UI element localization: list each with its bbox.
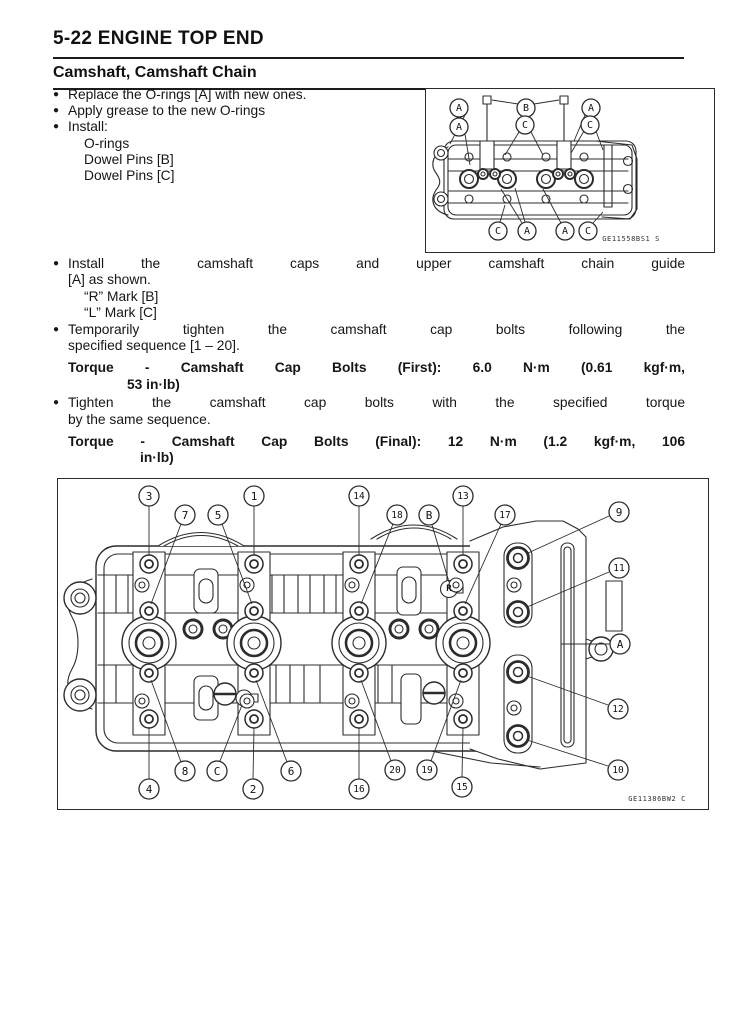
sub-item: Dowel Pins [C] xyxy=(84,168,175,184)
sub-item: “L” Mark [C] xyxy=(84,305,157,321)
bullet-icon: ● xyxy=(53,258,60,269)
step-line: [A] as shown. xyxy=(68,272,151,288)
callout-label: C xyxy=(584,226,592,237)
callout-label: A xyxy=(561,226,569,237)
callout-label: 11 xyxy=(613,563,625,574)
callout-label: C xyxy=(213,765,221,778)
callout-label: 17 xyxy=(499,510,511,521)
callout-label: 13 xyxy=(457,491,469,502)
torque-spec-first xyxy=(68,360,685,393)
step-line: Tighten the camshaft cap bolts with the specified torque xyxy=(68,395,685,411)
step-line: Install: xyxy=(68,119,108,135)
torque-line: Torque - Camshaft Cap Bolts (Final): 12 N·m (1.2 kgf·m, 106 xyxy=(68,434,685,450)
figure-orings-dowel-pins xyxy=(425,88,715,253)
instruction-list-main xyxy=(53,256,685,469)
callout-label: A xyxy=(455,103,463,114)
callout-label: 12 xyxy=(612,704,624,715)
callout-label: C xyxy=(494,226,502,237)
callout-label: 8 xyxy=(181,765,189,778)
callout-label: B xyxy=(425,509,433,522)
callout-label: 10 xyxy=(612,765,624,776)
step-text: Apply grease to the new O-rings xyxy=(68,103,266,119)
callout-label: B xyxy=(522,103,530,114)
list-item xyxy=(53,256,685,322)
torque-line: Torque - Camshaft Cap Bolts (First): 6.0 N·m (0.61 kgf·m, xyxy=(68,360,685,376)
bullet-icon: ● xyxy=(53,89,60,100)
bullet-icon: ● xyxy=(53,323,60,335)
step-text xyxy=(68,256,685,322)
callout-label: 14 xyxy=(353,491,365,502)
callout-label: C xyxy=(586,120,594,131)
callout-label: 20 xyxy=(389,765,401,776)
step-line: Temporarily tighten the camshaft cap bolts following the xyxy=(68,321,685,337)
r-mark-label: R xyxy=(446,584,452,594)
callout-label: C xyxy=(521,120,529,131)
step-line: Install the camshaft caps and upper camshaft chain guide xyxy=(68,256,685,271)
section-subtitle: Camshaft, Camshaft Chain xyxy=(53,64,257,81)
divider xyxy=(53,57,684,59)
callout-label: 7 xyxy=(181,509,189,522)
list-item xyxy=(53,119,425,184)
figure-cap-bolt-sequence xyxy=(57,478,709,810)
bullet-icon: ● xyxy=(53,397,60,409)
callout-label: 18 xyxy=(391,510,403,521)
list-item xyxy=(53,87,425,103)
step-text xyxy=(68,119,425,184)
callout-label: A xyxy=(587,103,595,114)
torque-line: in·lb) xyxy=(140,450,174,466)
figure-code: GE11386BW2 C xyxy=(628,795,686,803)
list-item xyxy=(53,322,685,355)
callout-label: 19 xyxy=(421,765,433,776)
callout-label: 15 xyxy=(456,782,468,793)
bullet-icon: ● xyxy=(53,105,60,117)
step-text: Replace the O-rings [A] with new ones. xyxy=(68,87,307,102)
step-line: by the same sequence. xyxy=(68,411,211,427)
bullet-icon: ● xyxy=(53,121,60,133)
callout-label: 2 xyxy=(249,783,257,796)
sub-item: Dowel Pins [B] xyxy=(84,151,174,167)
callout-label: A xyxy=(616,638,624,651)
callout-label: 6 xyxy=(287,765,295,778)
callout-label: 3 xyxy=(145,490,153,503)
callout-label: 4 xyxy=(145,783,153,796)
sub-item: “R” Mark [B] xyxy=(84,288,159,304)
torque-line: 53 in·lb) xyxy=(127,376,180,392)
figure-code: GE11558BS1 S xyxy=(602,235,660,243)
leader-line xyxy=(492,100,518,104)
cylinder-head-diagram-small xyxy=(426,89,714,252)
torque-spec-final xyxy=(68,434,685,467)
callout-label: A xyxy=(455,122,463,133)
list-item xyxy=(53,395,685,428)
cylinder-head-diagram-big xyxy=(58,479,708,809)
callout-label: 5 xyxy=(214,509,222,522)
list-item xyxy=(53,103,425,119)
step-line: specified sequence [1 – 20]. xyxy=(68,338,240,354)
leader-line xyxy=(534,100,559,104)
callout-label: 9 xyxy=(615,506,623,519)
callout-label: 1 xyxy=(250,490,258,503)
step-text xyxy=(68,322,685,355)
step-text xyxy=(68,395,685,428)
instruction-list-top xyxy=(53,87,425,184)
callout-label: A xyxy=(523,226,531,237)
page-header xyxy=(53,22,684,90)
callout-label: 16 xyxy=(353,784,365,795)
sub-item: O-rings xyxy=(84,135,130,151)
page-title: 5-22 ENGINE TOP END xyxy=(53,28,264,49)
